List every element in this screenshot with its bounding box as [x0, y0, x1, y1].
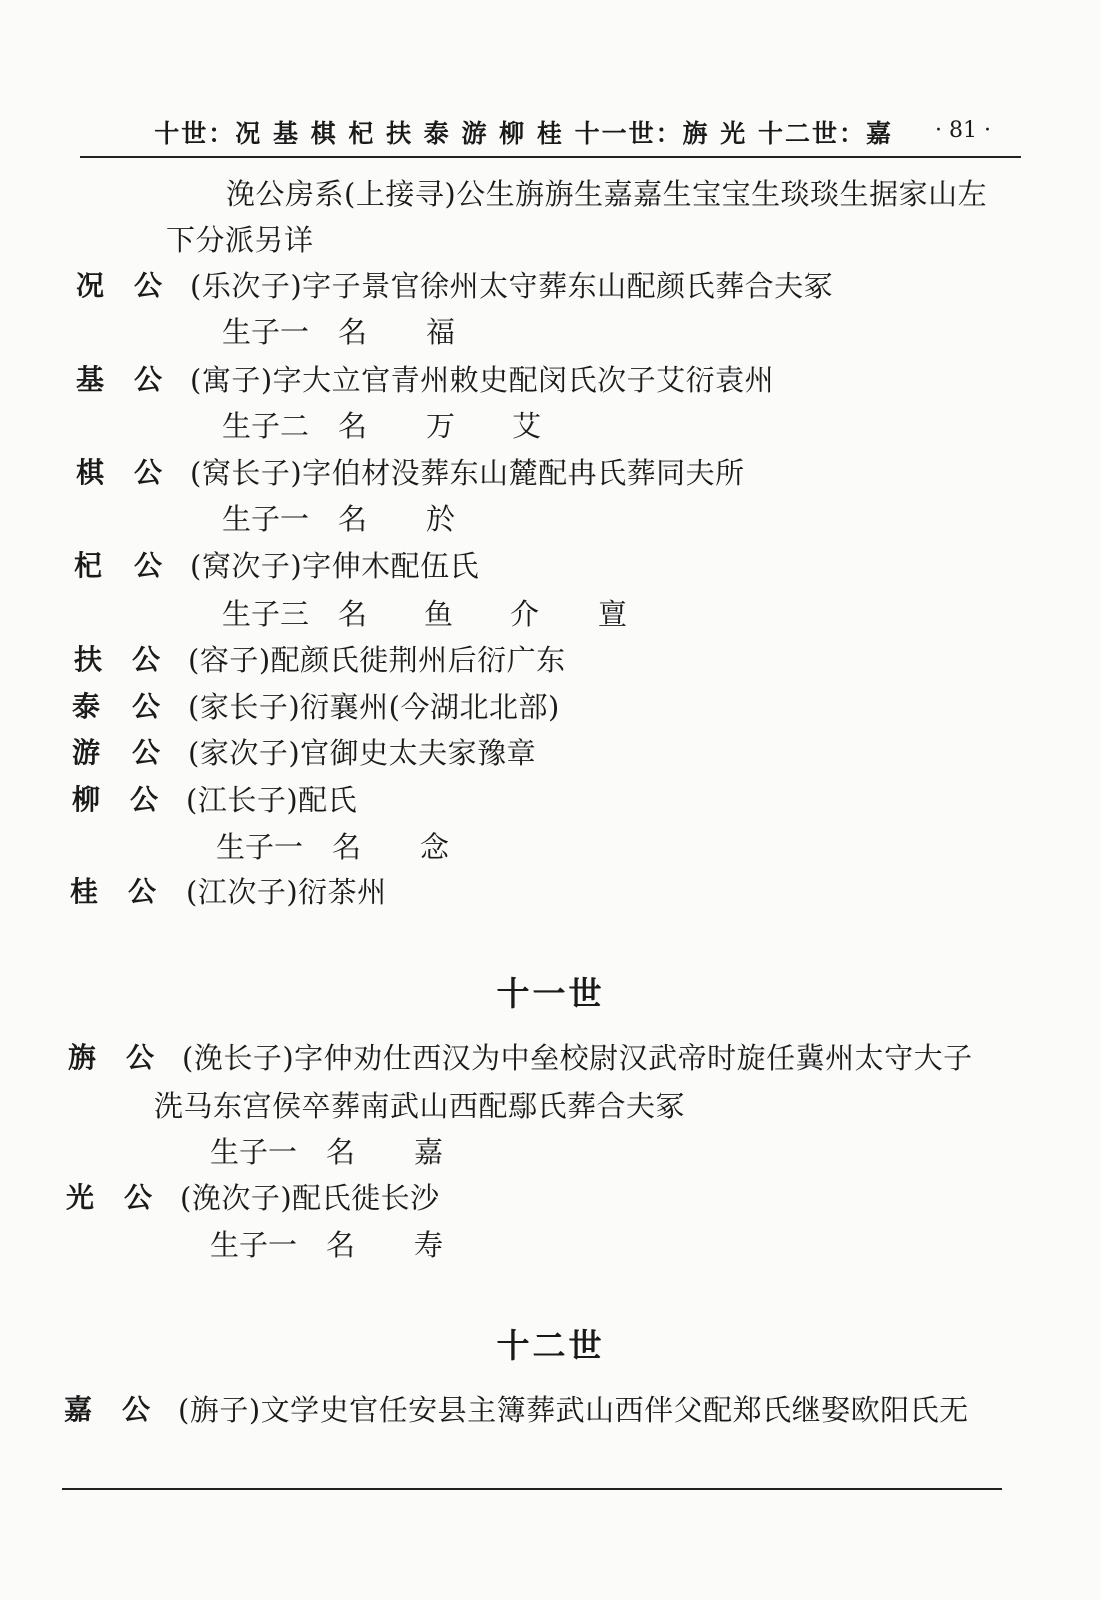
child-name: 鱼	[424, 597, 454, 631]
sons-count: 生子一	[222, 315, 310, 349]
ming-label: 名	[338, 597, 368, 631]
child-name: 介	[510, 597, 540, 631]
entry-name: 桂	[70, 875, 99, 908]
sons-count: 生子一	[216, 830, 304, 864]
entry-description: (窝长子)字伯材没葬东山麓配冉氏葬同夫所	[190, 456, 745, 490]
entry-description: (浼次子)配氏徙长沙	[180, 1181, 440, 1215]
entry-description: (容子)配颜氏徙荆州后衍广东	[188, 643, 566, 677]
gong-label: 公	[132, 643, 161, 676]
entry-description: (乐次子)字子景官徐州太守葬东山配颜氏葬合夫冢	[190, 269, 834, 303]
entry-description: (浼长子)字仲劝仕西汉为中垒校尉汉武帝时旋任冀州太守大子	[182, 1041, 973, 1075]
ming-label: 名	[338, 409, 368, 443]
entry-name: 况	[76, 269, 105, 302]
ming-label: 名	[338, 502, 368, 536]
section-heading-12: 十二世	[496, 1326, 605, 1365]
child-name: 嘉	[414, 1135, 444, 1169]
intro-line-1: 浼公房系(上接寻)公生旃旃生嘉嘉生宝宝生琰琰生据家山左	[226, 177, 988, 211]
entry-description: (家长子)衍襄州(今湖北北部)	[188, 690, 560, 724]
ming-label: 名	[326, 1135, 356, 1169]
sons-count: 生子三	[222, 597, 310, 631]
child-name: 艾	[512, 409, 542, 443]
child-name: 寿	[414, 1228, 444, 1262]
entry-name: 旃	[68, 1041, 97, 1074]
section-heading-11: 十一世	[496, 974, 605, 1013]
ming-label: 名	[332, 830, 362, 864]
entry-description-cont: 洗马东宫侯卒葬南武山西配鄢氏葬合夫冢	[154, 1089, 686, 1123]
entry-name: 嘉	[64, 1393, 93, 1426]
intro-line-2: 下分派另详	[166, 223, 314, 257]
entry-description: (窝次子)字伸木配伍氏	[190, 549, 480, 583]
sons-count: 生子一	[222, 502, 310, 536]
ming-label: 名	[338, 315, 368, 349]
child-name: 万	[426, 409, 456, 443]
gong-label: 公	[134, 269, 163, 302]
entry-description: (家次子)官御史太夫家豫章	[188, 736, 537, 770]
gong-label: 公	[132, 690, 161, 723]
gong-label: 公	[134, 363, 163, 396]
entry-name: 杞	[74, 549, 103, 582]
entry-description: (江长子)配氏	[186, 783, 358, 817]
sons-count: 生子一	[210, 1135, 298, 1169]
gong-label: 公	[128, 875, 157, 908]
gong-label: 公	[130, 783, 159, 816]
sons-count: 生子二	[222, 409, 310, 443]
child-name: 福	[426, 315, 456, 349]
entry-name: 棋	[76, 456, 105, 489]
entry-name: 光	[66, 1181, 95, 1214]
gong-label: 公	[124, 1181, 153, 1214]
entry-name: 泰	[72, 690, 101, 723]
entry-description: (寓子)字大立官青州敕史配闵氏次子艾衍袁州	[190, 363, 775, 397]
gong-label: 公	[132, 736, 161, 769]
gong-label: 公	[122, 1393, 151, 1426]
child-name: 亶	[598, 597, 628, 631]
child-name: 於	[426, 502, 456, 536]
gong-label: 公	[134, 549, 163, 582]
running-header	[80, 112, 1021, 158]
entry-name: 游	[72, 736, 101, 769]
footer-rule	[62, 1488, 1002, 1490]
entry-name: 扶	[74, 643, 103, 676]
entry-description: (江次子)衍茶州	[186, 875, 387, 909]
gong-label: 公	[134, 456, 163, 489]
page-number: · 81 ·	[935, 118, 991, 143]
ming-label: 名	[326, 1228, 356, 1262]
entry-name: 基	[76, 363, 105, 396]
gong-label: 公	[126, 1041, 155, 1074]
entry-description: (旃子)文学史官任安县主簿葬武山西伴父配郑氏继娶欧阳氏无	[178, 1393, 969, 1427]
entry-name: 柳	[72, 783, 101, 816]
child-name: 念	[420, 830, 450, 864]
sons-count: 生子一	[210, 1228, 298, 1262]
header-title: 十世：况 基 棋 杞 扶 泰 游 柳 桂 十一世：旃 光 十二世：嘉	[154, 119, 893, 148]
